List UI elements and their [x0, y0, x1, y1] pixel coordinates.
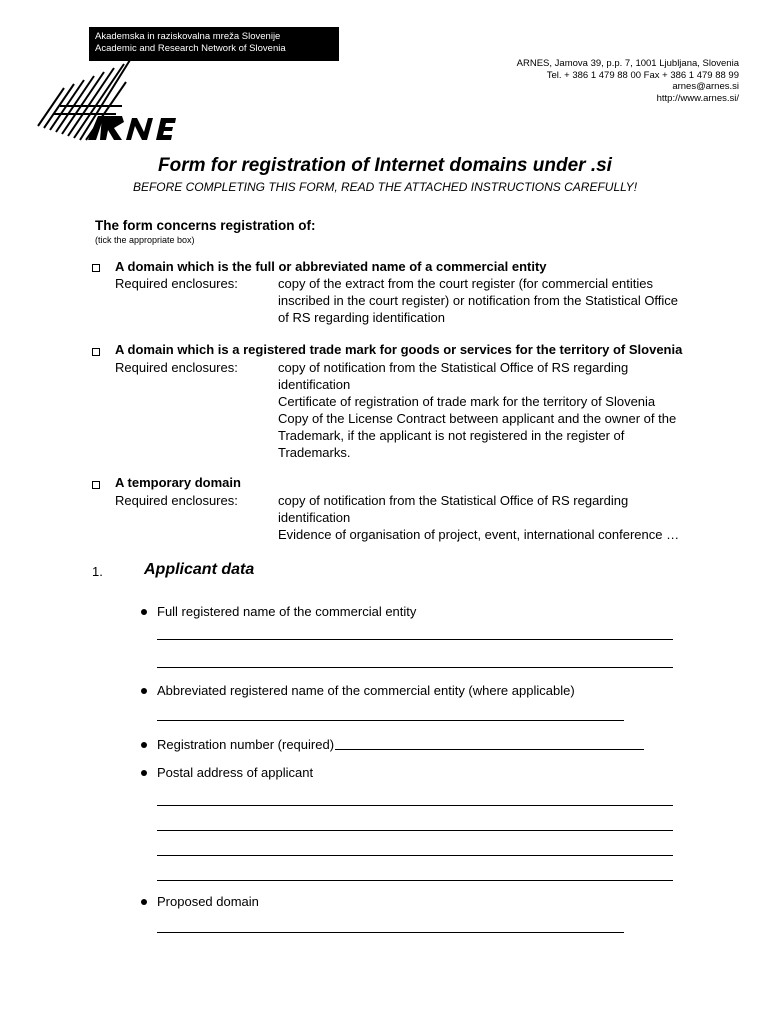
postal-address-input-line-2[interactable] [157, 830, 673, 831]
contact-website: http://www.arnes.si/ [656, 92, 739, 104]
registration-number-label: Registration number (required) [157, 737, 335, 752]
arnes-logo [36, 56, 181, 146]
contact-address: ARNES, Jamova 39, p.p. 7, 1001 Ljubljana, Slovenia [516, 58, 739, 69]
option-1-enclosures: copy of the extract from the court register (for commercial entities inscribed in the court register) or notification from the Statistical Office of RS regarding identification [278, 276, 679, 325]
option-2-enclosure-1: copy of notification from the Statistical Office of RS regarding identification [278, 360, 629, 392]
contact-phone: Tel. + 386 1 479 88 00 Fax + 386 1 479 88 99 [546, 69, 739, 81]
registration-number-input-line[interactable] [335, 749, 644, 750]
bullet-icon [141, 609, 147, 615]
option-trademark-title: A domain which is a registered trade mark for goods or services for the territory of Slovenia [115, 342, 683, 357]
section-title: Applicant data [144, 561, 255, 578]
option-1-required-label: Required enclosures: [115, 276, 238, 291]
bullet-icon [141, 742, 147, 748]
form-warning: BEFORE COMPLETING THIS FORM, READ THE ATTACHED INSTRUCTIONS CAREFULLY! [132, 180, 638, 194]
option-2-enclosure-3: Copy of the License Contract between applicant and the owner of the Trademark, if the applicant is not registered in the register of Trademarks. [278, 411, 677, 460]
bullet-icon [141, 770, 147, 776]
banner-line-1: Akademska in raziskovalna mreža Slovenije [95, 31, 281, 42]
full-name-label: Full registered name of the commercial entity [157, 604, 417, 619]
option-temporary-checkbox[interactable] [92, 481, 100, 489]
form-title: Form for registration of Internet domains under .si [158, 155, 612, 176]
full-name-input-line-1[interactable] [157, 639, 673, 640]
option-3-required-label: Required enclosures: [115, 493, 238, 508]
tick-note: (tick the appropriate box) [95, 235, 195, 245]
postal-address-label: Postal address of applicant [157, 765, 314, 780]
option-temporary-title: A temporary domain [115, 475, 241, 490]
contact-block [517, 58, 739, 104]
proposed-domain-label: Proposed domain [157, 894, 259, 909]
bullet-icon [141, 688, 147, 694]
proposed-domain-input-line[interactable] [157, 932, 624, 933]
option-3-enclosure-1: copy of notification from the Statistical Office of RS regarding identification [278, 493, 629, 525]
abbreviated-name-input-line[interactable] [157, 720, 624, 721]
concerns-heading: The form concerns registration of: [95, 218, 316, 233]
option-commercial-entity-title: A domain which is the full or abbreviated name of a commercial entity [115, 259, 547, 274]
section-number: 1. [92, 564, 103, 579]
banner-line-2: Academic and Research Network of Slovenia [95, 43, 286, 54]
postal-address-input-line-3[interactable] [157, 855, 673, 856]
postal-address-input-line-1[interactable] [157, 805, 673, 806]
option-3-enclosure-2: Evidence of organisation of project, event, international conference … [278, 527, 680, 542]
option-commercial-entity-checkbox[interactable] [92, 264, 100, 272]
option-2-required-label: Required enclosures: [115, 360, 238, 375]
abbreviated-name-label: Abbreviated registered name of the commercial entity (where applicable) [157, 683, 575, 698]
option-trademark-checkbox[interactable] [92, 348, 100, 356]
option-2-enclosure-2: Certificate of registration of trade mark for the territory of Slovenia [278, 394, 656, 409]
bullet-icon [141, 899, 147, 905]
contact-email: arnes@arnes.si [672, 81, 739, 92]
postal-address-input-line-4[interactable] [157, 880, 673, 881]
full-name-input-line-2[interactable] [157, 667, 673, 668]
